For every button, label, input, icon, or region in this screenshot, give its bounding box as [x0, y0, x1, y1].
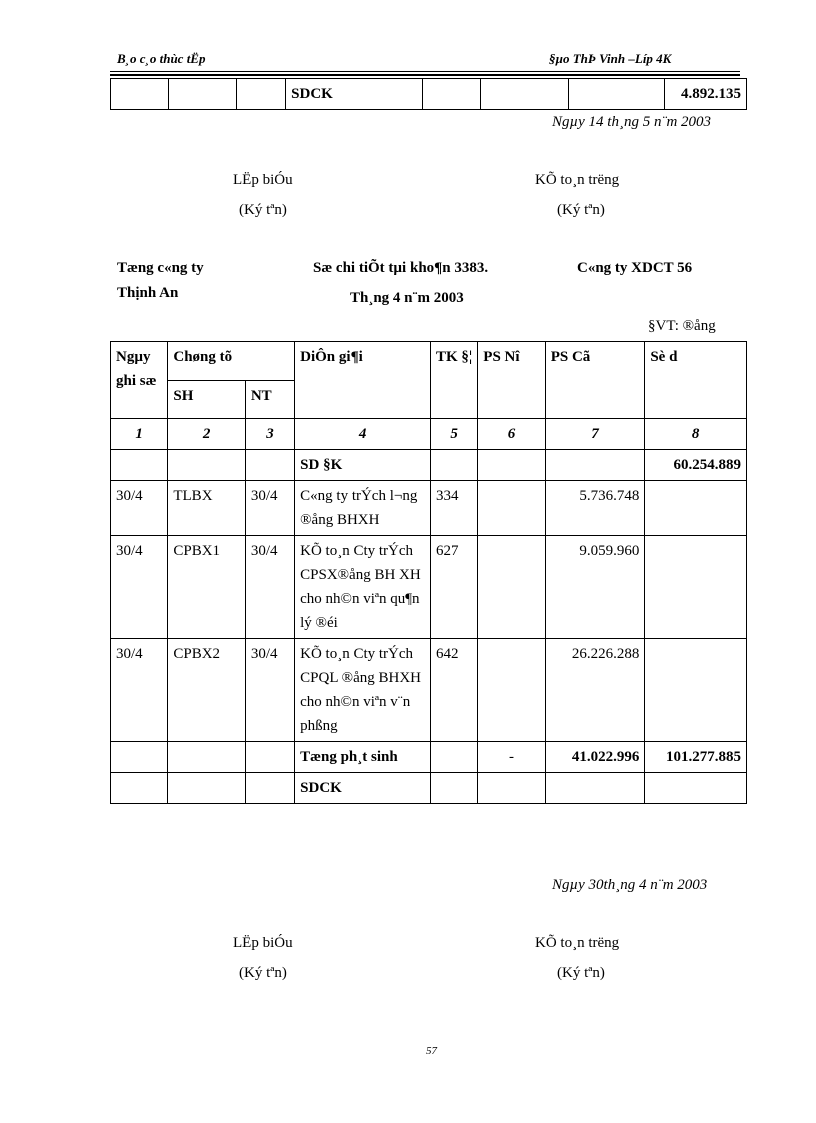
top-table-value: 4.892.135 [664, 79, 746, 110]
row-sh: CPBX1 [168, 536, 245, 639]
row-tk: 334 [430, 481, 477, 536]
page-number: 57 [426, 1045, 437, 1057]
row-psno [478, 481, 545, 536]
sign1-right-sub: (Ký tªn) [557, 202, 605, 218]
row-date: 30/4 [111, 536, 168, 639]
table-row [111, 481, 747, 536]
row-sh: TLBX [168, 481, 245, 536]
index-cell: 8 [645, 419, 747, 450]
ledger-table [110, 341, 747, 804]
col-date-header: Ngµy ghi sæ [111, 342, 168, 419]
row-sodu [645, 536, 747, 639]
row-psco: 26.226.288 [545, 639, 645, 742]
opening-balance: 60.254.889 [645, 450, 747, 481]
index-cell: 7 [545, 419, 645, 450]
row-tk: 642 [430, 639, 477, 742]
sign2-left-title: LËp biÓu [233, 935, 293, 951]
row-tk: 627 [430, 536, 477, 639]
col-psno-header: PS Nî [478, 342, 545, 419]
sign1-right-title: KÕ to¸n trëng [535, 172, 620, 188]
index-row [111, 419, 747, 450]
ledger-month: Th¸ng 4 n¨m 2003 [350, 290, 464, 306]
row-nt: 30/4 [245, 536, 294, 639]
company-name-right: C«ng ty XDCT 56 [577, 260, 693, 276]
closing-desc: SDCK [295, 773, 431, 804]
closing-balance-row [111, 773, 747, 804]
row-desc: C«ng ty trÝch l¬ng ®ång BHXH [295, 481, 431, 536]
sign1-left-sub: (Ký tªn) [239, 202, 287, 218]
index-cell: 4 [295, 419, 431, 450]
col-desc-header: DiÔn gi¶i [295, 342, 431, 419]
row-psco: 9.059.960 [545, 536, 645, 639]
total-psno: - [478, 742, 545, 773]
table-row [111, 536, 747, 639]
date-line-2: Ngµy 30th¸ng 4 n¨m 2003 [552, 877, 708, 893]
col-nt-header: NT [245, 380, 294, 419]
opening-balance-row [111, 450, 747, 481]
col-tk-header: TK §¦ [430, 342, 477, 419]
header-rule [110, 71, 740, 72]
total-sodu: 101.277.885 [645, 742, 747, 773]
sign2-left-sub: (Ký tªn) [239, 965, 287, 981]
row-psno [478, 536, 545, 639]
total-row [111, 742, 747, 773]
col-psco-header: PS Cã [545, 342, 645, 419]
index-cell: 1 [111, 419, 168, 450]
index-cell: 2 [168, 419, 245, 450]
col-doc-header: Chøng tõ [168, 342, 295, 381]
opening-desc: SD §K [295, 450, 431, 481]
company-line-1: Tæng c«ng ty [117, 260, 204, 276]
header-row-1 [111, 342, 747, 381]
index-cell: 6 [478, 419, 545, 450]
index-cell: 5 [430, 419, 477, 450]
header-rule-double [110, 74, 740, 76]
col-sodu-header: Sè d [645, 342, 747, 419]
sign1-left-title: LËp biÓu [233, 172, 293, 188]
col-sh-header: SH [168, 380, 245, 419]
row-sodu [645, 639, 747, 742]
date-line-1: Ngµy 14 th¸ng 5 n¨m 2003 [552, 114, 712, 130]
index-cell: 3 [245, 419, 294, 450]
row-desc: KÕ to¸n Cty trÝch CPSX®ång BH XH cho nh©n viªn qu¶n lý ®éi [295, 536, 431, 639]
header-right: §µo ThÞ Vinh –Líp 4K [549, 51, 672, 66]
top-table-label: SDCK [286, 79, 423, 110]
row-date: 30/4 [111, 481, 168, 536]
sign2-right-title: KÕ to¸n trëng [535, 935, 620, 951]
table-row [111, 639, 747, 742]
row-desc: KÕ to¸n Cty trÝch CPQL ®ång BHXH cho nh©n viªn v¨n phßng [295, 639, 431, 742]
row-sh: CPBX2 [168, 639, 245, 742]
row-sodu [645, 481, 747, 536]
row-nt: 30/4 [245, 481, 294, 536]
row-date: 30/4 [111, 639, 168, 742]
total-psco: 41.022.996 [545, 742, 645, 773]
unit-label: §VT: ®ång [648, 318, 716, 334]
company-line-2: Thịnh An [117, 285, 179, 301]
ledger-title: Sæ chi tiÕt tµi kho¶n 3383. [313, 260, 489, 276]
header-left: B¸o c¸o thùc tËp [117, 51, 206, 66]
top-table [110, 78, 747, 110]
row-nt: 30/4 [245, 639, 294, 742]
row-psco: 5.736.748 [545, 481, 645, 536]
total-desc: Tæng ph¸t sinh [295, 742, 431, 773]
sign2-right-sub: (Ký tªn) [557, 965, 605, 981]
row-psno [478, 639, 545, 742]
